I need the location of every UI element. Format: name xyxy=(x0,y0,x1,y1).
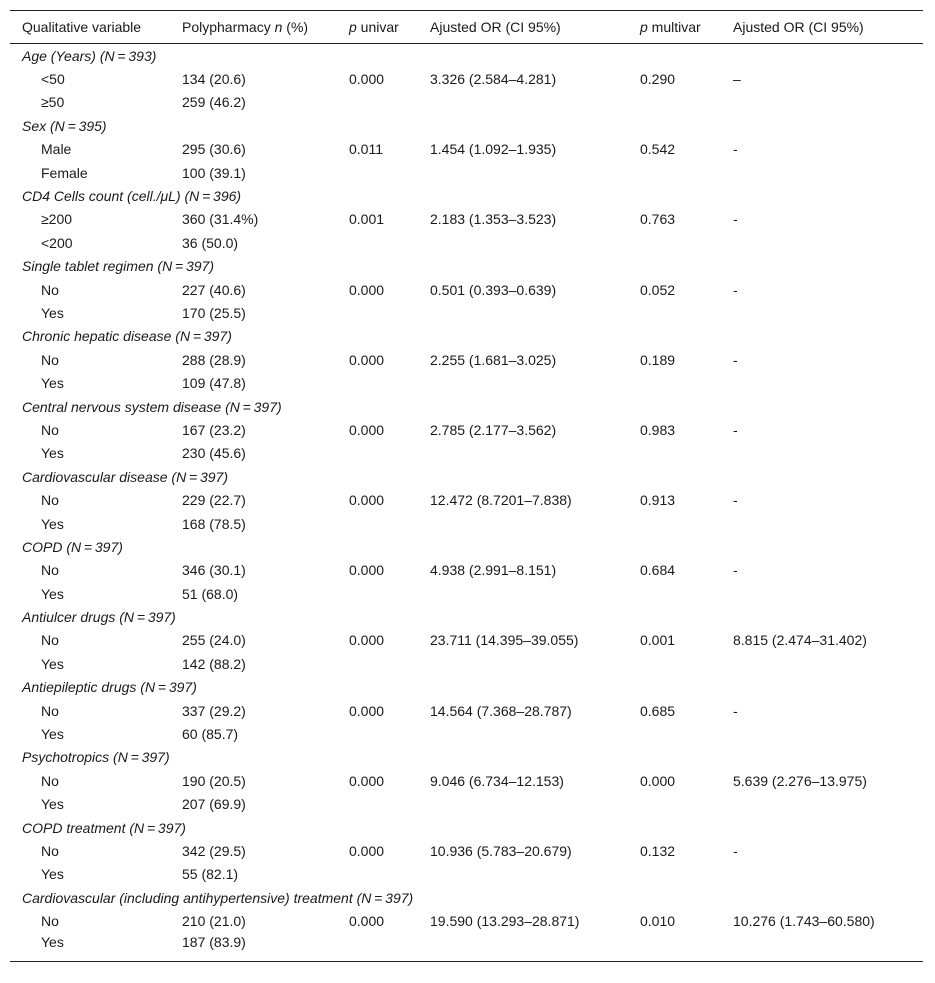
p-multivar-cell: 0.000 xyxy=(640,772,676,789)
group-header-row xyxy=(10,465,923,488)
or-cell xyxy=(418,933,628,962)
adjusted-or-cell xyxy=(721,371,923,394)
p-univar-cell: 0.000 xyxy=(349,632,385,649)
polypharmacy-cell: 60 (85.7) xyxy=(182,726,239,743)
p-multivar-cell xyxy=(628,652,721,675)
p-multivar-cell: 0.290 xyxy=(640,71,676,88)
group-title: Psychotropics (N = 397) xyxy=(22,749,170,766)
group-header-row xyxy=(10,676,923,699)
adjusted-or-cell: - xyxy=(733,492,738,509)
polypharmacy-cell: 170 (25.5) xyxy=(182,304,246,321)
p-univar-cell xyxy=(337,231,418,254)
group-header-row xyxy=(10,325,923,348)
polypharmacy-cell: 51 (68.0) xyxy=(182,585,239,602)
or-cell: 4.938 (2.991–8.151) xyxy=(430,562,557,579)
row-label: No xyxy=(41,492,59,509)
adjusted-or-cell xyxy=(721,301,923,324)
group-header-row xyxy=(10,44,923,68)
or-cell: 1.454 (1.092–1.935) xyxy=(430,141,557,158)
row-label: No xyxy=(41,702,59,719)
row-label: No xyxy=(41,913,59,930)
p-univar-cell xyxy=(337,161,418,184)
table-row xyxy=(10,488,923,511)
group-header-row xyxy=(10,184,923,207)
p-univar-cell: 0.000 xyxy=(349,71,385,88)
header-p-univar xyxy=(337,11,418,44)
table-row xyxy=(10,138,923,161)
header-p-multivar xyxy=(628,11,721,44)
table-row xyxy=(10,67,923,90)
p-multivar-cell: 0.010 xyxy=(640,913,676,930)
or-cell xyxy=(418,91,628,114)
row-label: <50 xyxy=(41,71,65,88)
row-label: Yes xyxy=(41,445,64,462)
p-multivar-cell: 0.132 xyxy=(640,842,676,859)
p-multivar-cell xyxy=(628,512,721,535)
polypharmacy-cell: 230 (45.6) xyxy=(182,445,246,462)
polypharmacy-cell: 259 (46.2) xyxy=(182,94,246,111)
p-univar-cell xyxy=(337,722,418,745)
group-header-row xyxy=(10,605,923,628)
header-polypharmacy-n: n xyxy=(274,19,283,35)
table-row xyxy=(10,629,923,652)
adjusted-or-cell: - xyxy=(733,842,738,859)
table-body xyxy=(10,44,923,962)
p-univar-cell: 0.000 xyxy=(349,913,385,930)
p-multivar-cell xyxy=(628,582,721,605)
header-polypharmacy xyxy=(170,11,337,44)
group-header-row xyxy=(10,886,923,909)
table-row xyxy=(10,512,923,535)
polypharmacy-cell: 229 (22.7) xyxy=(182,492,246,509)
table-row xyxy=(10,208,923,231)
polypharmacy-cell: 142 (88.2) xyxy=(182,655,246,672)
table-row xyxy=(10,442,923,465)
p-univar-cell: 0.001 xyxy=(349,211,385,228)
table-row xyxy=(10,652,923,675)
adjusted-or-cell: - xyxy=(733,562,738,579)
group-title: Chronic hepatic disease (N = 397) xyxy=(22,328,232,345)
polypharmacy-cell: 210 (21.0) xyxy=(182,913,246,930)
adjusted-or-cell xyxy=(721,933,923,962)
adjusted-or-cell: 10.276 (1.743–60.580) xyxy=(733,913,875,930)
header-p-univar-p: p xyxy=(349,19,357,35)
adjusted-or-cell xyxy=(721,722,923,745)
p-multivar-cell xyxy=(628,863,721,886)
table-row xyxy=(10,863,923,886)
or-cell xyxy=(418,371,628,394)
table-row xyxy=(10,582,923,605)
or-cell: 23.711 (14.395–39.055) xyxy=(430,632,579,649)
table-row xyxy=(10,348,923,371)
p-univar-cell: 0.000 xyxy=(349,562,385,579)
row-label: Yes xyxy=(41,375,64,392)
row-label: No xyxy=(41,421,59,438)
or-cell xyxy=(418,231,628,254)
polypharmacy-cell: 346 (30.1) xyxy=(182,562,246,579)
group-header-row xyxy=(10,535,923,558)
adjusted-or-cell: - xyxy=(733,281,738,298)
header-row xyxy=(10,11,923,44)
adjusted-or-cell: 8.815 (2.474–31.402) xyxy=(733,632,867,649)
adjusted-or-cell xyxy=(721,442,923,465)
p-multivar-cell: 0.763 xyxy=(640,211,676,228)
row-label: No xyxy=(41,562,59,579)
p-univar-cell: 0.000 xyxy=(349,702,385,719)
or-cell xyxy=(418,161,628,184)
adjusted-or-cell: - xyxy=(733,702,738,719)
p-multivar-cell: 0.913 xyxy=(640,492,676,509)
polypharmacy-cell: 207 (69.9) xyxy=(182,796,246,813)
polypharmacy-cell: 134 (20.6) xyxy=(182,71,246,88)
or-cell: 3.326 (2.584–4.281) xyxy=(430,71,557,88)
polypharmacy-cell: 288 (28.9) xyxy=(182,351,246,368)
adjusted-or-cell xyxy=(721,582,923,605)
group-title: Age (Years) (N = 393) xyxy=(22,47,157,64)
row-label: No xyxy=(41,772,59,789)
header-p-multivar-p: p xyxy=(640,19,648,35)
table-row xyxy=(10,699,923,722)
group-header-row xyxy=(10,746,923,769)
p-multivar-cell xyxy=(628,231,721,254)
or-cell xyxy=(418,722,628,745)
header-polypharmacy-label: Polypharmacy xyxy=(182,19,275,35)
p-univar-cell: 0.000 xyxy=(349,842,385,859)
p-univar-cell xyxy=(337,442,418,465)
p-univar-cell xyxy=(337,933,418,962)
p-multivar-cell: 0.001 xyxy=(640,632,676,649)
polypharmacy-cell: 360 (31.4%) xyxy=(182,211,259,228)
table-row xyxy=(10,231,923,254)
adjusted-or-cell xyxy=(721,161,923,184)
polypharmacy-cell: 168 (78.5) xyxy=(182,515,246,532)
group-title: COPD (N = 397) xyxy=(22,538,123,555)
table-header xyxy=(10,11,923,44)
p-multivar-cell xyxy=(628,91,721,114)
group-title: Cardiovascular disease (N = 397) xyxy=(22,468,228,485)
p-multivar-cell xyxy=(628,793,721,816)
or-cell xyxy=(418,863,628,886)
adjusted-or-cell xyxy=(721,652,923,675)
table-row xyxy=(10,839,923,862)
table-row xyxy=(10,91,923,114)
or-cell xyxy=(418,582,628,605)
adjusted-or-cell xyxy=(721,512,923,535)
polypharmacy-cell: 190 (20.5) xyxy=(182,772,246,789)
table-row xyxy=(10,909,923,932)
or-cell: 2.785 (2.177–3.562) xyxy=(430,421,557,438)
p-univar-cell xyxy=(337,863,418,886)
table-row xyxy=(10,161,923,184)
p-univar-cell xyxy=(337,793,418,816)
polypharmacy-cell: 36 (50.0) xyxy=(182,234,239,251)
p-multivar-cell xyxy=(628,371,721,394)
group-title: Central nervous system disease (N = 397) xyxy=(22,398,282,415)
adjusted-or-cell xyxy=(721,793,923,816)
p-multivar-cell: 0.189 xyxy=(640,351,676,368)
adjusted-or-cell: - xyxy=(733,351,738,368)
table-row xyxy=(10,793,923,816)
polypharmacy-cell: 295 (30.6) xyxy=(182,141,246,158)
adjusted-or-cell: – xyxy=(733,71,741,88)
p-univar-cell xyxy=(337,652,418,675)
p-multivar-cell: 0.052 xyxy=(640,281,676,298)
polypharmacy-cell: 255 (24.0) xyxy=(182,632,246,649)
group-header-row xyxy=(10,114,923,137)
p-univar-cell xyxy=(337,371,418,394)
row-label: Male xyxy=(41,141,72,158)
p-univar-cell xyxy=(337,91,418,114)
or-cell: 19.590 (13.293–28.871) xyxy=(430,913,580,930)
p-univar-cell: 0.000 xyxy=(349,772,385,789)
table-row xyxy=(10,278,923,301)
p-univar-cell: 0.000 xyxy=(349,421,385,438)
header-ajusted-or: Ajusted OR (CI 95%) xyxy=(418,11,628,44)
p-multivar-cell xyxy=(628,933,721,962)
row-label: Yes xyxy=(41,585,64,602)
polypharmacy-cell: 167 (23.2) xyxy=(182,421,246,438)
row-label: <200 xyxy=(41,234,73,251)
or-cell xyxy=(418,652,628,675)
table-row xyxy=(10,769,923,792)
or-cell xyxy=(418,442,628,465)
results-table xyxy=(10,10,923,962)
row-label: Yes xyxy=(41,304,64,321)
polypharmacy-cell: 109 (47.8) xyxy=(182,375,246,392)
polypharmacy-cell: 187 (83.9) xyxy=(170,933,337,962)
p-univar-cell xyxy=(337,512,418,535)
polypharmacy-cell: 342 (29.5) xyxy=(182,842,246,859)
p-multivar-cell: 0.542 xyxy=(640,141,676,158)
or-cell xyxy=(418,512,628,535)
or-cell: 2.255 (1.681–3.025) xyxy=(430,351,557,368)
row-label: No xyxy=(41,842,59,859)
group-title: Single tablet regimen (N = 397) xyxy=(22,258,214,275)
or-cell: 0.501 (0.393–0.639) xyxy=(430,281,557,298)
p-univar-cell: 0.011 xyxy=(349,141,383,158)
adjusted-or-cell: - xyxy=(733,421,738,438)
row-label: Yes xyxy=(41,726,64,743)
group-title: Cardiovascular (including antihypertensive) treatment (N = 397) xyxy=(22,889,414,906)
p-univar-cell xyxy=(337,301,418,324)
or-cell: 12.472 (8.7201–7.838) xyxy=(430,492,572,509)
or-cell: 9.046 (6.734–12.153) xyxy=(430,772,564,789)
adjusted-or-cell xyxy=(721,91,923,114)
p-multivar-cell xyxy=(628,301,721,324)
table-row xyxy=(10,371,923,394)
header-p-multivar-label: multivar xyxy=(647,19,701,35)
table-row xyxy=(10,301,923,324)
row-label: No xyxy=(41,632,59,649)
p-univar-cell xyxy=(337,582,418,605)
or-cell xyxy=(418,301,628,324)
p-univar-cell: 0.000 xyxy=(349,351,385,368)
adjusted-or-cell: 5.639 (2.276–13.975) xyxy=(733,772,867,789)
polypharmacy-cell: 100 (39.1) xyxy=(182,164,246,181)
group-header-row xyxy=(10,395,923,418)
row-label: Yes xyxy=(41,866,64,883)
or-cell: 10.936 (5.783–20.679) xyxy=(430,842,572,859)
row-label: Yes xyxy=(41,655,64,672)
row-label: No xyxy=(41,351,59,368)
p-multivar-cell: 0.685 xyxy=(640,702,676,719)
p-multivar-cell xyxy=(628,442,721,465)
polypharmacy-cell: 227 (40.6) xyxy=(182,281,246,298)
adjusted-or-cell xyxy=(721,863,923,886)
row-label: ≥200 xyxy=(41,211,73,228)
table-row xyxy=(10,933,923,962)
header-p-univar-label: univar xyxy=(356,19,399,35)
p-multivar-cell xyxy=(628,161,721,184)
row-label: Yes xyxy=(41,515,64,532)
row-label: No xyxy=(41,281,59,298)
table-row xyxy=(10,418,923,441)
adjusted-or-cell xyxy=(721,231,923,254)
group-title: Sex (N = 395) xyxy=(22,117,107,134)
row-label: Female xyxy=(41,164,88,181)
table-row xyxy=(10,722,923,745)
polypharmacy-cell: 55 (82.1) xyxy=(182,866,239,883)
or-cell xyxy=(418,793,628,816)
p-multivar-cell xyxy=(628,722,721,745)
table-row xyxy=(10,559,923,582)
row-label: Yes xyxy=(10,933,170,962)
p-multivar-cell: 0.983 xyxy=(640,421,676,438)
or-cell: 2.183 (1.353–3.523) xyxy=(430,211,557,228)
group-title: Antiulcer drugs (N = 397) xyxy=(22,609,176,626)
polypharmacy-cell: 337 (29.2) xyxy=(182,702,246,719)
row-label: Yes xyxy=(41,796,64,813)
group-header-row xyxy=(10,255,923,278)
group-title: COPD treatment (N = 397) xyxy=(22,819,186,836)
p-multivar-cell: 0.684 xyxy=(640,562,676,579)
group-title: CD4 Cells count (cell./μL) (N = 396) xyxy=(22,188,242,205)
header-ajusted-or-multivar: Ajusted OR (CI 95%) xyxy=(721,11,923,44)
header-polypharmacy-pct: (%) xyxy=(282,19,309,35)
row-label: ≥50 xyxy=(41,94,65,111)
adjusted-or-cell: - xyxy=(733,211,738,228)
p-univar-cell: 0.000 xyxy=(349,492,385,509)
group-title: Antiepileptic drugs (N = 397) xyxy=(22,679,197,696)
header-qualitative-variable: Qualitative variable xyxy=(10,11,170,44)
adjusted-or-cell: - xyxy=(733,141,738,158)
group-header-row xyxy=(10,816,923,839)
or-cell: 14.564 (7.368–28.787) xyxy=(430,702,572,719)
p-univar-cell: 0.000 xyxy=(349,281,385,298)
